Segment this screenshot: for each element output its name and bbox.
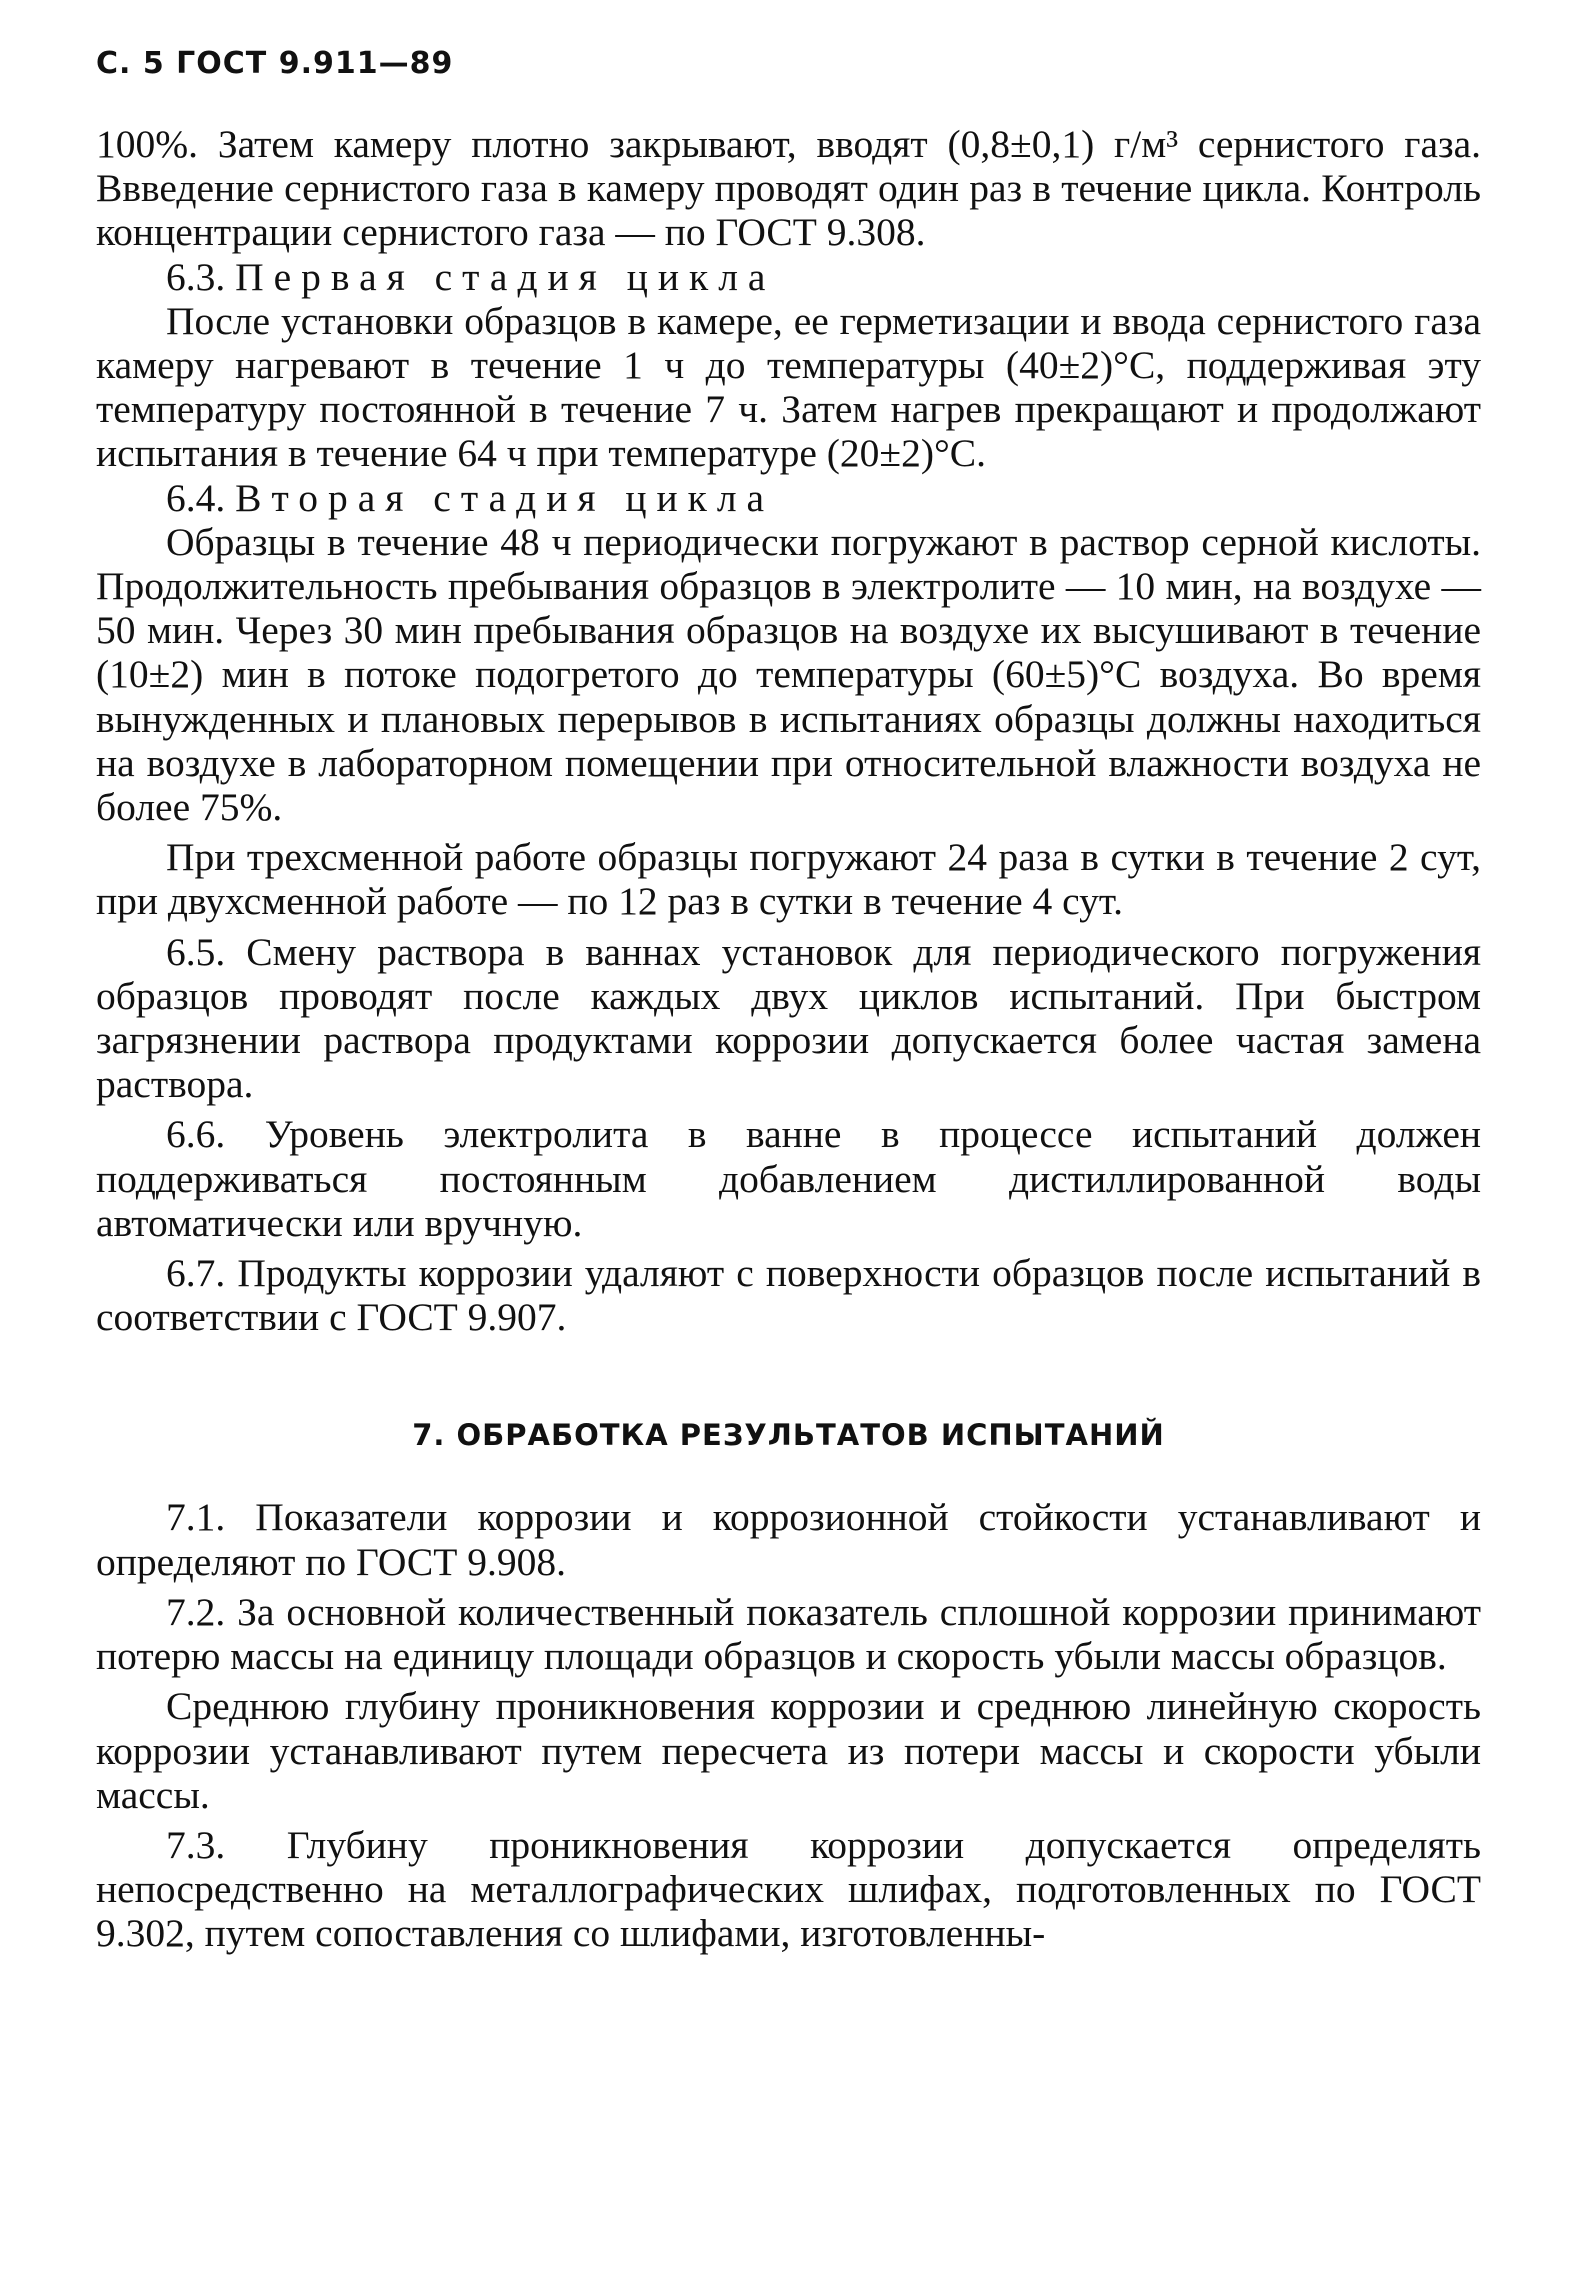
heading-6-3 [96,255,1481,299]
heading-6-4-number: 6.4. [166,475,226,520]
heading-6-3-title: Первая стадия цикла [235,254,776,299]
paragraph-7-3: 7.3. Глубину проникновения коррозии допускается определять непосредственно на металлографических шлифах, подготовленных по ГОСТ 9.302, путем сопоставления со шлифами, изготовленны- [96,1822,1481,1956]
paragraph-6-4-shifts: При трехсменной работе образцы погружают 24 раза в сутки в течение 2 сут, при двухсменной работе — по 12 раз в сутки в течение 4 сут. [96,835,1481,924]
heading-6-4-title: Вторая стадия цикла [235,475,775,520]
paragraph-6-2-continuation: 100%. Затем камеру плотно закрывают, вводят (0,8±0,1) г/м³ сернистого газа. Ввведение сернистого газа в камеру проводят один раз в течение цикла. Контроль концентрации сернистого газа — по ГОСТ 9.308. [96,122,1481,255]
paragraph-6-7: 6.7. Продукты коррозии удаляют с поверхности образцов после испытаний в соответствии с ГОСТ 9.907. [96,1251,1481,1340]
paragraph-6-3: После установки образцов в камере, ее герметизации и ввода сернистого газа камеру нагревают в течение 1 ч до температуры (40±2)°С, поддерживая эту температуру постоянной в течение 7 ч. Затем нагрев прекращают и продолжают испытания в течение 64 ч при температуре (20±2)°С. [96,298,1481,476]
paragraph-7-1: 7.1. Показатели коррозии и коррозионной стойкости устанавливают и определяют по ГОСТ 9.908. [96,1495,1481,1584]
paragraph-6-5: 6.5. Смену раствора в ваннах установок для периодического погружения образцов проводят после каждых двух циклов испытаний. При быстром загрязнении раствора продуктами коррозии допускается более частая замена раствора. [96,929,1481,1107]
running-head: С. 5 ГОСТ 9.911—89 [96,46,454,81]
paragraph-6-6: 6.6. Уровень электролита в ванне в процессе испытаний должен поддерживаться постоянным добавлением дистиллированной воды автоматически или вручную. [96,1112,1481,1245]
heading-6-3-number: 6.3. [166,254,226,299]
heading-6-4 [96,476,1481,520]
paragraph-7-2: 7.2. За основной количественный показатель сплошной коррозии принимают потерю массы на единицу площади образцов и скорость убыли массы образцов. [96,1589,1481,1679]
paragraph-7-2-depth: Среднюю глубину проникновения коррозии и среднюю линейную скорость коррозии устанавливают путем пересчета из потери массы и скорости убыли массы. [96,1684,1481,1817]
section-7-body [96,1495,1481,1955]
section-7-title: 7. ОБРАБОТКА РЕЗУЛЬТАТОВ ИСПЫТАНИЙ [412,1418,1165,1453]
section-6-body [96,122,1481,1339]
paragraph-6-4: Образцы в течение 48 ч периодически погружают в раствор серной кислоты. Продолжительность пребывания образцов в электролите — 10 мин, на воздухе — 50 мин. Через 30 мин пребывания образцов на воздухе их высушивают в течение (10±2) мин в потоке подогретого до температуры (60±5)°С воздуха. Во время вынужденных и плановых перерывов в испытаниях образцы должны находиться на воздухе в лабораторном помещении при относительной влажности воздуха не более 75%. [96,519,1481,830]
